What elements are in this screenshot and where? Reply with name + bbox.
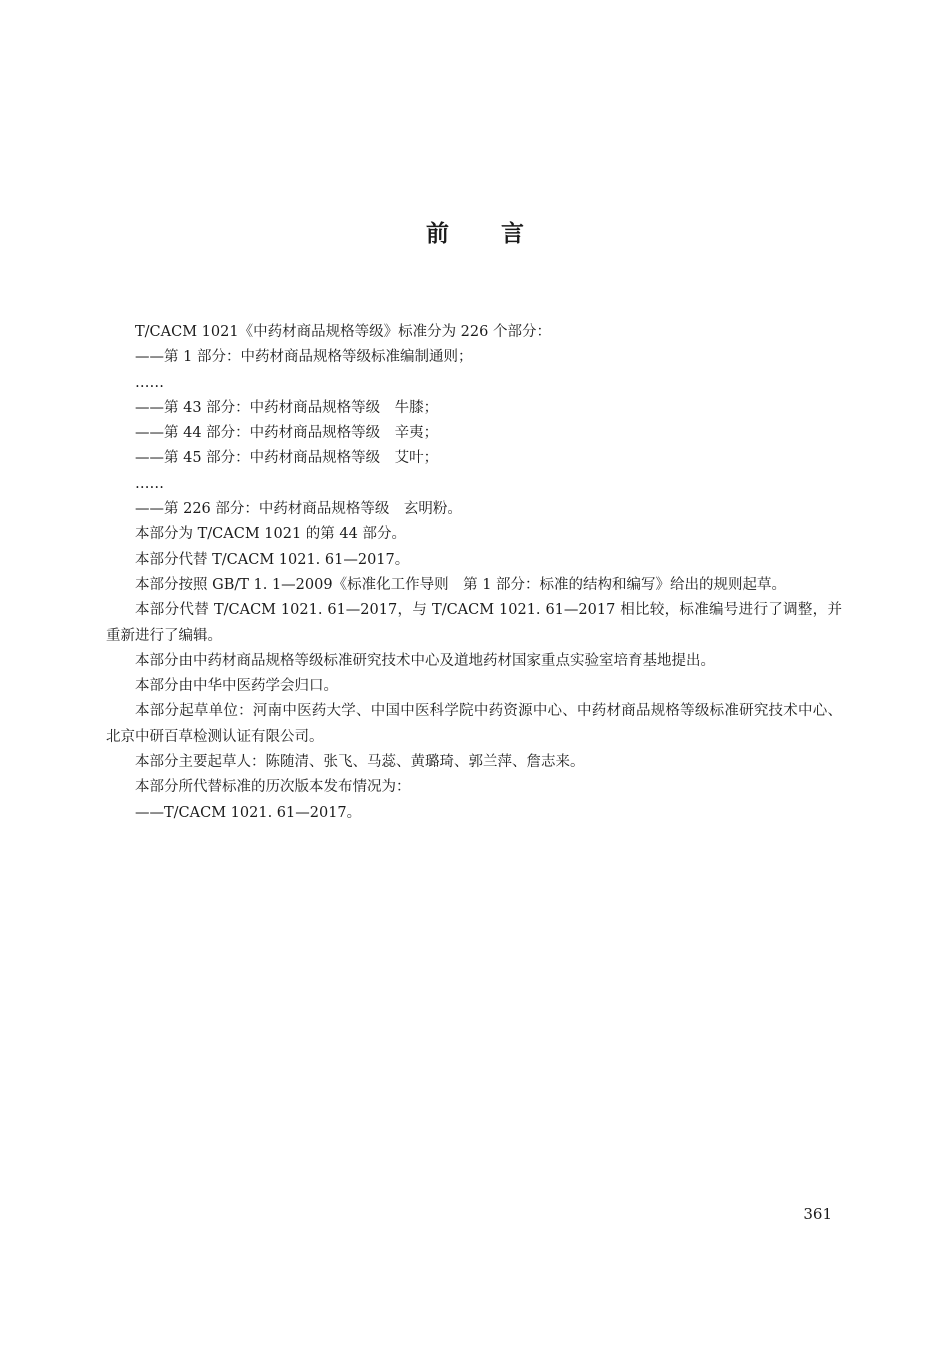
list-item-part-1: ——第 1 部分：中药材商品规格等级标准编制通则； <box>135 349 473 366</box>
list-item-previous-version: ——T/CACM 1021. 61—2017。 <box>135 804 362 821</box>
paragraph-this-part: 本部分为 T/CACM 1021 的第 44 部分。 <box>135 526 406 543</box>
list-item-part-45: ——第 45 部分：中药材商品规格等级 艾叶； <box>135 450 439 467</box>
paragraph-version-history: 本部分所代替标准的历次版本发布情况为： <box>135 779 411 796</box>
paragraph-proposed-by: 本部分由中药材商品规格等级标准研究技术中心及道地药材国家重点实验室培育基地提出。 <box>135 652 715 669</box>
list-item-part-226: ——第 226 部分：中药材商品规格等级 玄明粉。 <box>135 501 462 518</box>
ellipsis-2: …… <box>135 475 164 492</box>
paragraph-drafting-rules: 本部分按照 GB/T 1. 1—2009《标准化工作导则 第 1 部分：标准的结构和编写》给出的规则起草。 <box>135 576 787 593</box>
paragraph-parts-intro: T/CACM 1021《中药材商品规格等级》标准分为 226 个部分： <box>135 324 551 340</box>
paragraph-replaces: 本部分代替 T/CACM 1021. 61—2017。 <box>135 551 410 568</box>
paragraph-changes: 本部分代替 T/CACM 1021. 61—2017，与 T/CACM 1021. 61—2017 相比较，标准编号进行了调整，并重新进行了编辑。 <box>106 602 842 644</box>
paragraph-drafters: 本部分主要起草人：陈随清、张飞、马蕊、黄璐琦、郭兰萍、詹志来。 <box>135 754 585 771</box>
paragraph-centralized-by: 本部分由中华中医药学会归口。 <box>135 678 338 695</box>
list-item-part-44: ——第 44 部分：中药材商品规格等级 辛夷； <box>135 425 439 442</box>
page-title: 前言 <box>426 221 576 247</box>
paragraph-drafting-units: 本部分起草单位：河南中医药大学、中国中医科学院中药资源中心、中药材商品规格等级标准研究技术中心、北京中研百草检测认证有限公司。 <box>106 703 842 745</box>
list-item-part-43: ——第 43 部分：中药材商品规格等级 牛膝； <box>135 399 439 416</box>
page-number: 361 <box>803 1205 832 1223</box>
ellipsis-1: …… <box>135 374 164 391</box>
foreword-body <box>106 320 842 826</box>
